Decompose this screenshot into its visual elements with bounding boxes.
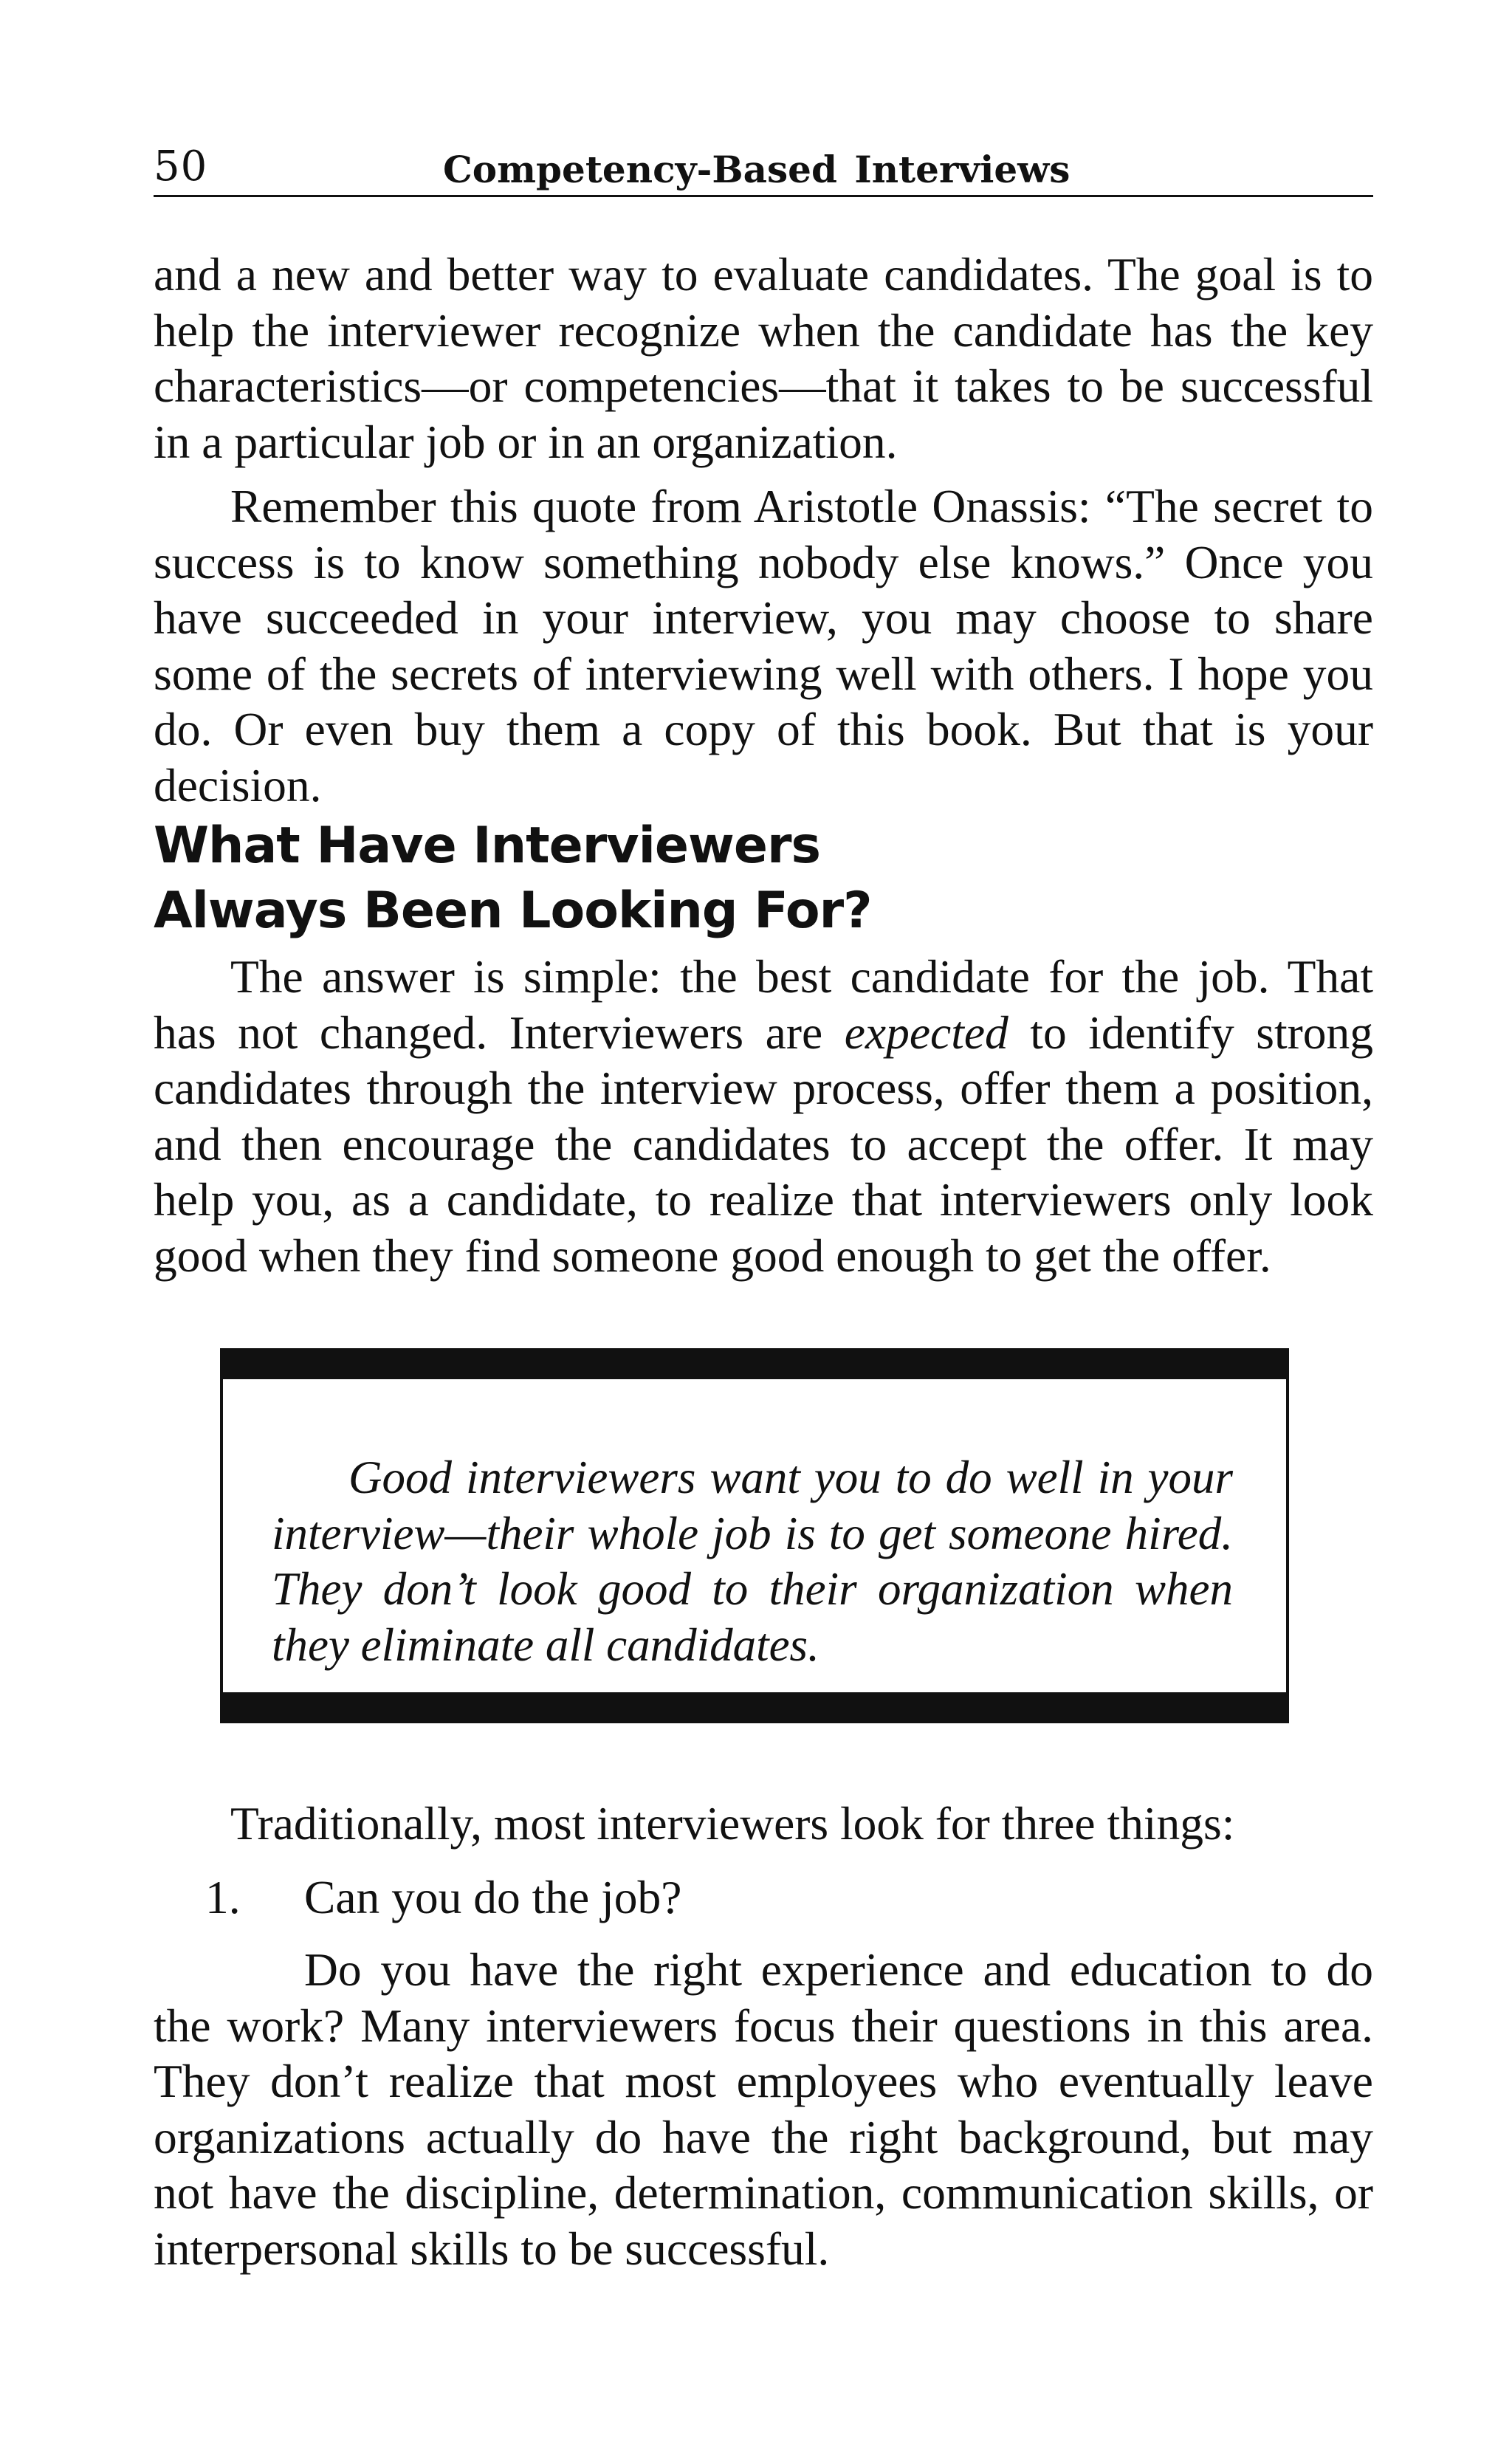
- list-item-number: 1.: [205, 1871, 241, 1923]
- running-title: Competency-Based Interviews: [443, 148, 1071, 191]
- section-heading: [154, 814, 1373, 944]
- page-number: 50: [154, 142, 208, 190]
- callout-text: Good interviewers want you to do well in your interview—their whole job is to get someone hired. They don’t look good to their organization when they eliminate all candidates.: [272, 1452, 1233, 1671]
- callout-box: [220, 1348, 1289, 1723]
- running-header: [154, 142, 1373, 197]
- paragraph-experience: Do you have the right experience and education to do the work? Many interviewers focus their questions in this area. They don’t realize that most employees who eventually leave organizations actually do have the right background, but may not have the discipline, determination, communication skills, or interpersonal skills to be successful.: [154, 1943, 1373, 2275]
- section-heading-line-2: Always Been Looking For?: [154, 882, 872, 940]
- paragraph-best-candidate-part-1: The answer is simple: the best candidate for the job. That has not changed. Interviewers are: [154, 950, 1373, 1059]
- paragraph-three-things: Traditionally, most interviewers look for three things:: [230, 1797, 1235, 1850]
- list-item-text: Can you do the job?: [304, 1871, 682, 1923]
- paragraph-best-candidate-part-2: to identify strong candidates through the interview process, offer them a position, and then encourage the candidates to accept the offer. It may help you, as a candidate, to realize that interviewers only look good when they find someone good enough to get the offer.: [154, 1006, 1374, 1282]
- section-heading-line-1: What Have Interviewers: [154, 817, 820, 875]
- paragraph-continuation: and a new and better way to evaluate candidates. The goal is to help the interviewer recognize when the candidate has the key characteristics—or competencies—that it takes to be successful in a particular job or in an organization.: [154, 248, 1373, 468]
- paragraph-best-candidate: [154, 949, 1373, 1283]
- paragraph-onassis-quote: Remember this quote from Aristotle Onassis: “The secret to success is to know something nobody else knows.” Once you have succeeded in your interview, you may choose to share some of the secrets of interviewing well with others. I hope you do. Or even buy them a copy of this book. But that is your decision.: [154, 480, 1373, 811]
- emphasis-expected: expected: [844, 1006, 1008, 1059]
